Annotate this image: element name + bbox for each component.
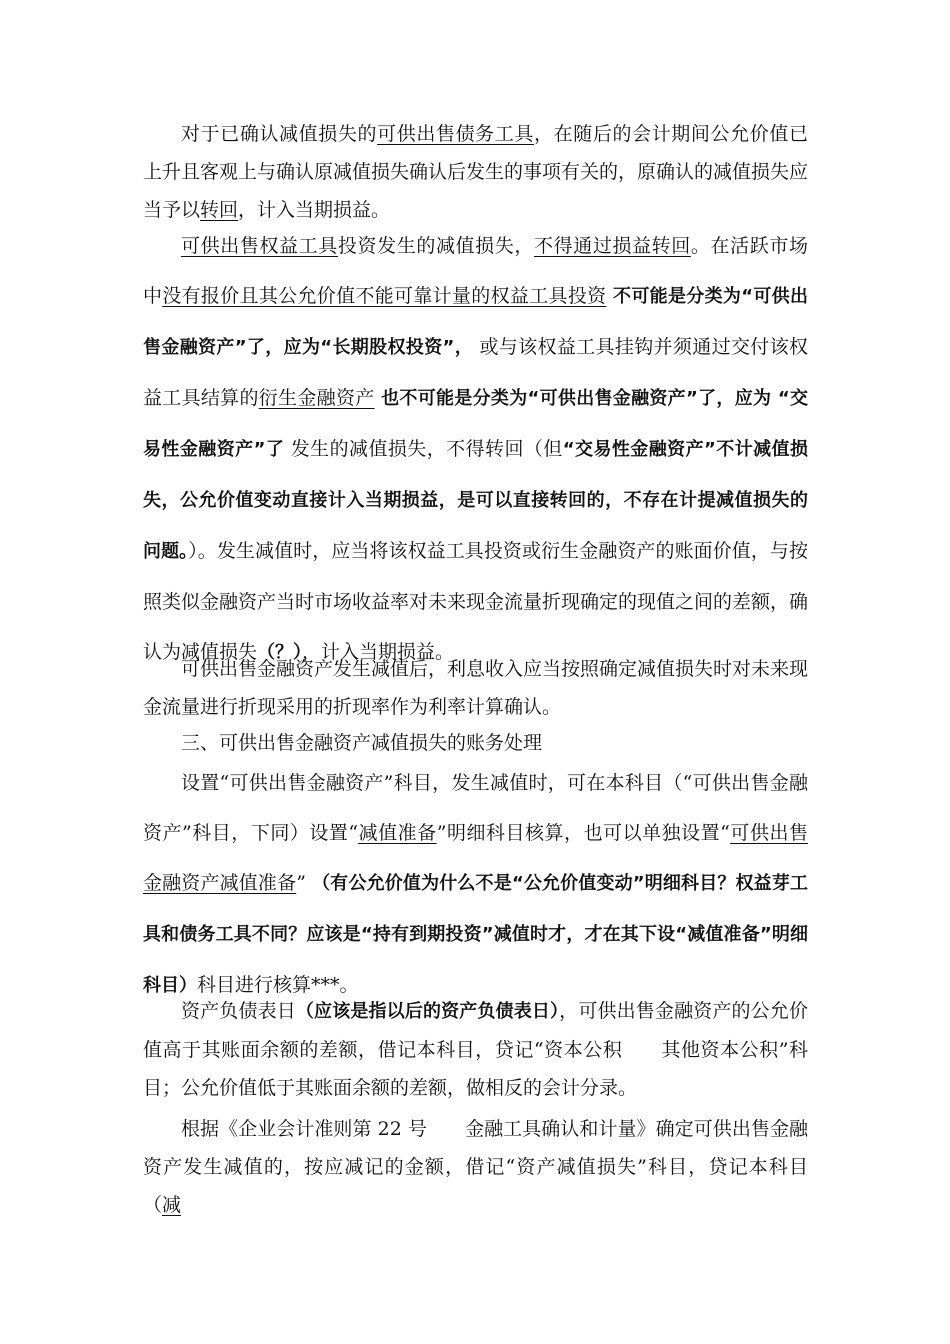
paragraph-3 (143, 650, 808, 726)
text: ）。发生减值时，应当将该权益工具投资或衍生金融资产的账面价值，与按照类似金融资产当时市场收益率对未来现金流量折现确定的现值之间的差额，确认为减值损失 (143, 540, 809, 663)
bold-note: （有公允价值为什么不是“公允价值变动”明细科目？权益芽工具和债务工具不同？应该是“持有到期投资”减值时才，才在其下设“减值准备”明细科目） (143, 873, 808, 996)
paragraph-6 (143, 992, 808, 1107)
bold-note: （？） (257, 642, 303, 663)
text: ，计入当期损益。 (302, 641, 455, 663)
bold-note: “交易性金融资产”不计减值损失，公允价值变动直接计入当期损益，是可以直接转回的，不存在计提减值损失的问题。 (143, 439, 808, 562)
section-heading (143, 724, 808, 762)
underlined-term: 衍生金融资产 (258, 387, 375, 409)
bold-note: 不可能是分类为“可供出售金融资产”了，应为“长期股权投资”， (143, 286, 808, 358)
underlined-term: 不得通过损益转回 (534, 235, 691, 257)
text: ，计入当期损益。 (238, 199, 391, 221)
text: 或与该权益工具挂钩并须通过交付该权益工具结算的 (143, 336, 808, 409)
text: ”明细科目核算，也可以单独设置“ (436, 822, 730, 844)
paragraph-5 (143, 758, 808, 1011)
bold-note: 也不可能是分类为“可供出售金融资产”了，应为 “交易性金融资产”了 (143, 388, 808, 460)
text: 。在活跃市场中 (143, 235, 808, 307)
text: 资产负债表日 (181, 1000, 296, 1022)
underlined-term: 减值准备 (358, 822, 437, 844)
text: 科目进行核算***。 (197, 974, 359, 996)
text: ” (296, 872, 313, 894)
bold-note: （应该是指以后的资产负债表日） (295, 1001, 560, 1022)
underlined-term: 没有报价且其公允价值不能可靠计量的权益工具投资 (162, 285, 607, 307)
text: 三、可供出售金融资产减值损失的账务处理 (181, 732, 543, 754)
text: 发生的减值损失，不得转回（但 (284, 438, 563, 460)
underlined-term: 减 (162, 1194, 182, 1216)
text: 根据《企业会计准则第 22 号 金融工具确认和计量》确定可供出售金融资产发生减值的，按应减记的金额，借记“资产减值损失”科目，贷记本科目（ (143, 1118, 808, 1216)
underlined-term: 可供出售债务工具 (377, 123, 535, 145)
underlined-term: 可供出售权益工具 (181, 235, 338, 257)
text: 可供出售金融资产发生减值后，利息收入应当按照确定减值损失时对未来现金流量进行折现采用的折现率作为利率计算确认。 (143, 658, 809, 718)
paragraph-2 (143, 221, 808, 678)
text: ，可供出售金融资产的公允价值高于其账面余额的差额，借记本科目，贷记“资本公积 其他资本公积”科目；公允价值低于其账面余额的差额，做相反的会计分录。 (143, 1000, 808, 1099)
underlined-term: 转回 (200, 199, 239, 221)
paragraph-1 (143, 115, 808, 229)
paragraph-7 (143, 1110, 808, 1224)
text: 投资发生的减值损失， (337, 235, 535, 257)
text: 对于已确认减值损失的 (181, 123, 378, 145)
text: ，在随后的会计期间公允价值已上升且客观上与确认原减值损失确认后发生的事项有关的，原确认的减值损失应当予以 (143, 123, 809, 221)
text: 设置“可供出售金融资产”科目，发生减值时，可在本科目（“可供出售金融资产”科目，下同）设置“ (143, 772, 808, 844)
underlined-term: 可供出售金融资产减值准备 (143, 822, 808, 894)
